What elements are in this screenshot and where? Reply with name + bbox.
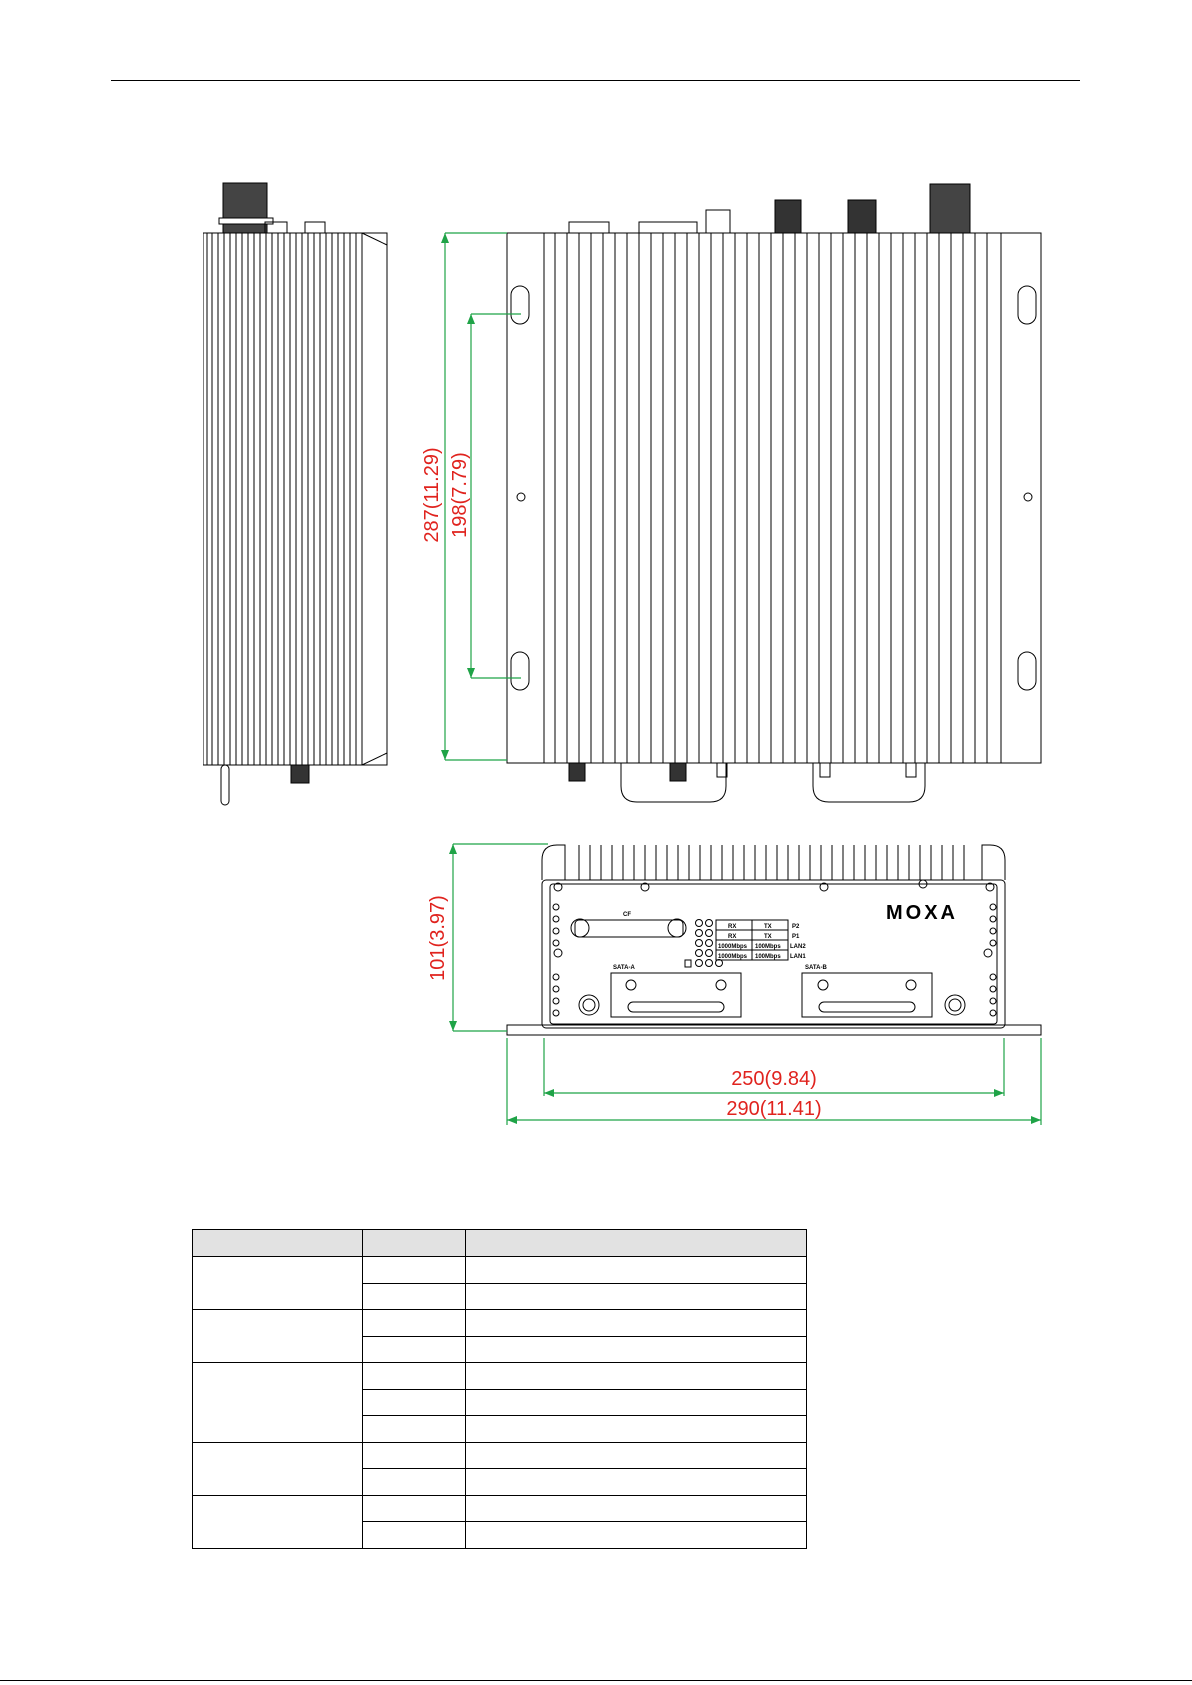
dimension-lines <box>445 233 1041 1125</box>
led-left-label: 1000Mbps <box>718 944 748 950</box>
table-cell <box>466 1363 807 1390</box>
table-group-cell <box>193 1257 363 1310</box>
header-rule <box>111 80 1080 81</box>
led-left-label: RX <box>728 934 737 940</box>
table-row <box>193 1257 807 1284</box>
table-cell <box>363 1469 466 1496</box>
table-group-cell <box>193 1363 363 1443</box>
table-cell <box>363 1336 466 1363</box>
dimension-body-width: 250(9.84) <box>731 1068 817 1090</box>
led-port-label: P2 <box>792 924 800 930</box>
cf-label: CF <box>623 912 631 918</box>
dimension-overall-height: 287(11.29) <box>421 447 443 543</box>
side-view <box>203 183 387 805</box>
dimension-mounting-height: 198(7.79) <box>449 452 471 538</box>
table-cell <box>466 1469 807 1496</box>
led-left-label: 1000Mbps <box>718 954 748 960</box>
table-cell <box>466 1416 807 1443</box>
dimension-depth: 101(3.97) <box>427 895 449 981</box>
table-cell <box>363 1257 466 1284</box>
led-port-label: LAN2 <box>790 944 806 950</box>
sata-a-label: SATA-A <box>613 965 635 971</box>
led-label-table <box>718 924 806 960</box>
table-cell <box>363 1283 466 1310</box>
led-port-label: LAN1 <box>790 954 806 960</box>
led-left-label: RX <box>728 924 737 930</box>
led-right-label: 100Mbps <box>755 944 781 950</box>
table-cell <box>466 1283 807 1310</box>
table-row <box>193 1310 807 1337</box>
brand-logo: MOXA <box>886 902 958 924</box>
table-cell <box>466 1495 807 1522</box>
footer-rule <box>0 1680 1192 1681</box>
top-view <box>507 184 1041 802</box>
led-right-label: 100Mbps <box>755 954 781 960</box>
sata-b-label: SATA-B <box>805 965 827 971</box>
table-cell <box>363 1522 466 1549</box>
table-cell <box>466 1257 807 1284</box>
table-cell <box>363 1416 466 1443</box>
dimension-drawing <box>203 180 1043 1125</box>
table-cell <box>466 1522 807 1549</box>
table-header-cell <box>363 1230 466 1257</box>
dimension-overall-width: 290(11.41) <box>726 1098 822 1120</box>
table-header-cell <box>193 1230 363 1257</box>
table-group-cell <box>193 1495 363 1548</box>
top-fins <box>555 233 987 763</box>
table-header-cell <box>466 1230 807 1257</box>
table-group-cell <box>193 1442 363 1495</box>
table-cell <box>466 1336 807 1363</box>
table-header-row <box>193 1230 807 1257</box>
led-port-label: P1 <box>792 934 800 940</box>
front-fins <box>579 845 964 880</box>
table-cell <box>363 1363 466 1390</box>
table-cell <box>466 1389 807 1416</box>
table-cell <box>363 1495 466 1522</box>
front-view <box>507 845 1041 1035</box>
side-fins <box>207 233 362 765</box>
spec-table <box>192 1229 807 1549</box>
table-group-cell <box>193 1310 363 1363</box>
table-cell <box>466 1310 807 1337</box>
table-cell <box>466 1442 807 1469</box>
table-cell <box>363 1389 466 1416</box>
led-right-label: TX <box>764 924 772 930</box>
table-row <box>193 1495 807 1522</box>
table-cell <box>363 1310 466 1337</box>
table-row <box>193 1363 807 1390</box>
table-row <box>193 1442 807 1469</box>
table-cell <box>363 1442 466 1469</box>
led-right-label: TX <box>764 934 772 940</box>
